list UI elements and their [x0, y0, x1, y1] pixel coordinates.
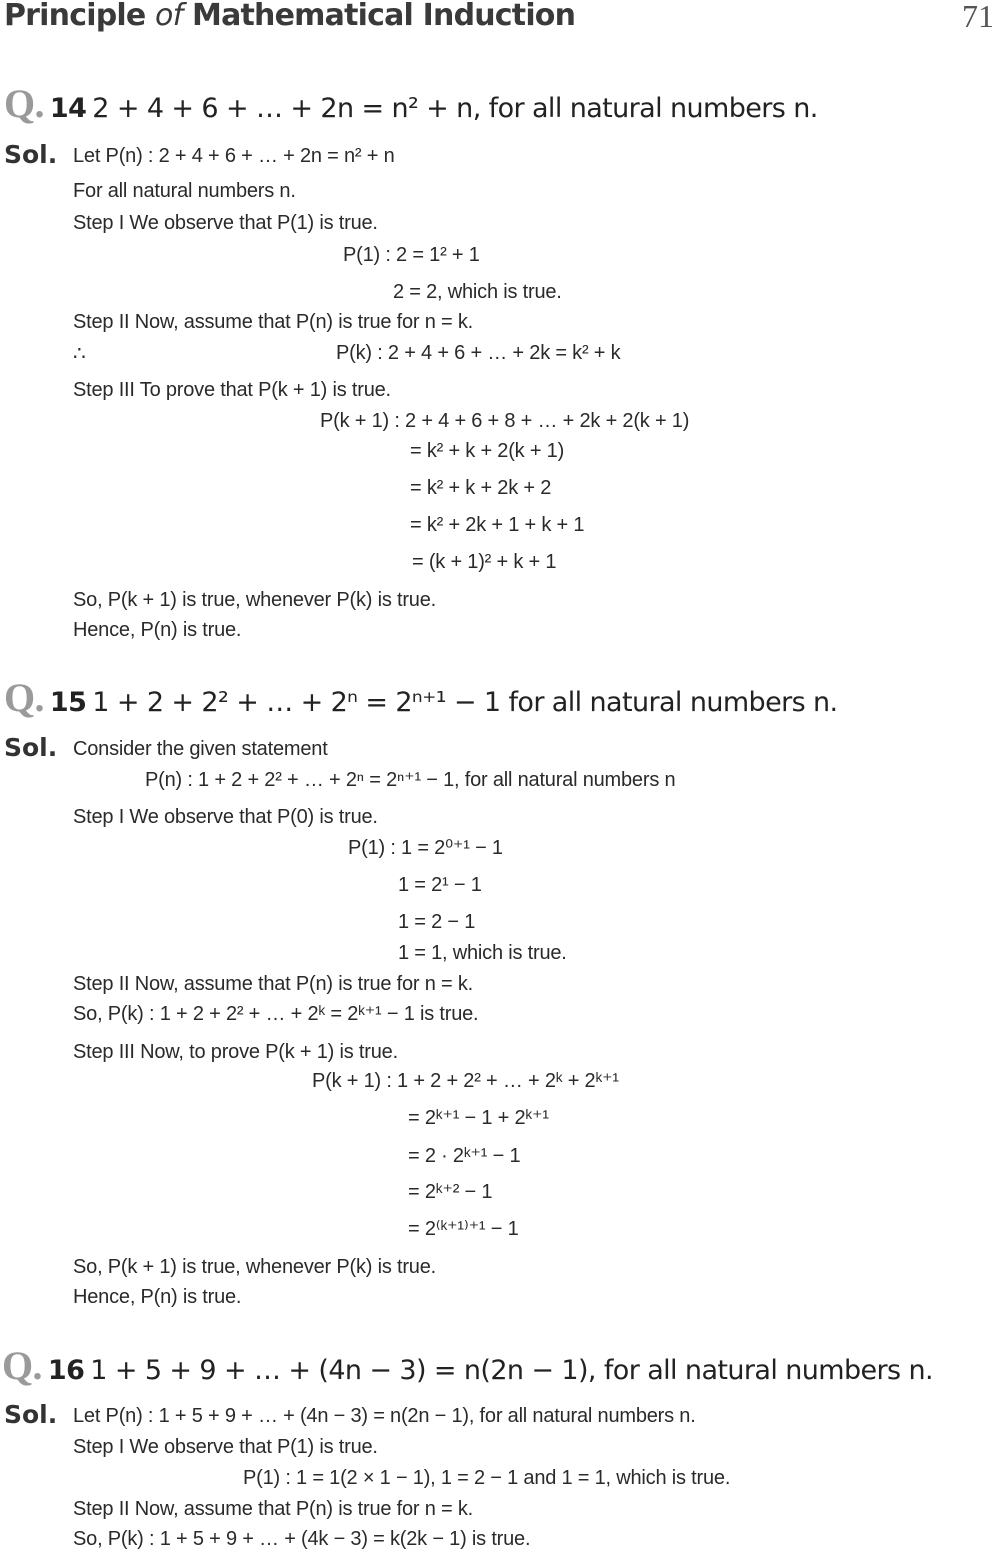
solution-line: Hence, P(n) is true.	[73, 619, 242, 641]
solution-line: = 2⁽ᵏ⁺¹⁾⁺¹ − 1	[408, 1218, 519, 1240]
solution-line: Step III Now, to prove P(k + 1) is true.	[73, 1041, 398, 1063]
solution-line: Step I We observe that P(1) is true.	[73, 1436, 378, 1458]
solution-line: Step I We observe that P(1) is true.	[73, 212, 378, 234]
question-16	[2, 1342, 933, 1389]
solution-line: Step II Now, assume that P(n) is true for n = k.	[73, 1498, 474, 1520]
solution-line: = k² + k + 2(k + 1)	[410, 440, 565, 462]
solution-line: P(k + 1) : 1 + 2 + 2² + … + 2ᵏ + 2ᵏ⁺¹	[312, 1070, 619, 1092]
question-15	[4, 674, 838, 721]
title-part: Mathematical Induction	[182, 0, 576, 33]
solution-label: Sol.	[4, 1400, 58, 1429]
solution-line: = k² + 2k + 1 + k + 1	[410, 514, 585, 536]
solution-line: P(1) : 1 = 2⁰⁺¹ − 1	[348, 837, 503, 859]
chapter-title	[4, 0, 575, 33]
solution-line: Consider the given statement	[73, 738, 328, 760]
title-part: Principle	[4, 0, 156, 33]
solution-line: For all natural numbers n.	[73, 180, 296, 202]
solution-line: Let P(n) : 1 + 5 + 9 + … + (4n − 3) = n(2n − 1), for all natural numbers n.	[73, 1405, 696, 1427]
solution-line: P(1) : 2 = 1² + 1	[343, 244, 480, 266]
question-statement: 1 + 5 + 9 + … + (4n − 3) = n(2n − 1), for all natural numbers n.	[90, 1355, 933, 1386]
solution-line: P(k + 1) : 2 + 4 + 6 + 8 + … + 2k + 2(k + 1)	[320, 410, 690, 432]
question-marker: Q.	[4, 81, 44, 126]
solution-line: = 2ᵏ⁺² − 1	[408, 1181, 493, 1203]
solution-line: So, P(k + 1) is true, whenever P(k) is true.	[73, 1256, 436, 1278]
page-number: 71	[962, 0, 994, 34]
solution-line: = k² + k + 2k + 2	[410, 477, 552, 499]
solution-line: Let P(n) : 2 + 4 + 6 + … + 2n = n² + n	[73, 145, 395, 167]
solution-line: P(1) : 1 = 1(2 × 1 − 1), 1 = 2 − 1 and 1 = 1, which is true.	[243, 1467, 731, 1489]
solution-line: So, P(k) : 1 + 2 + 2² + … + 2ᵏ = 2ᵏ⁺¹ − 1 is true.	[73, 1003, 479, 1025]
question-marker: Q.	[2, 1343, 42, 1388]
solution-line: Step II Now, assume that P(n) is true for n = k.	[73, 311, 474, 333]
solution-line: Step III To prove that P(k + 1) is true.	[73, 379, 391, 401]
question-14	[4, 80, 818, 127]
solution-line: 1 = 1, which is true.	[398, 942, 567, 964]
solution-line: Step II Now, assume that P(n) is true for n = k.	[73, 973, 474, 995]
solution-line: 1 = 2 − 1	[398, 911, 476, 933]
solution-label: Sol.	[4, 733, 58, 762]
solution-line: 1 = 2¹ − 1	[398, 874, 482, 896]
question-statement: 1 + 2 + 2² + … + 2ⁿ = 2ⁿ⁺¹ − 1 for all natural numbers n.	[92, 687, 838, 718]
solution-line: = (k + 1)² + k + 1	[412, 551, 557, 573]
solution-label: Sol.	[4, 140, 58, 169]
solution-line: P(n) : 1 + 2 + 2² + … + 2ⁿ = 2ⁿ⁺¹ − 1, for all natural numbers n	[145, 769, 676, 791]
solution-line: So, P(k) : 1 + 5 + 9 + … + (4k − 3) = k(2k − 1) is true.	[73, 1528, 531, 1550]
therefore-symbol: ∴	[73, 343, 86, 365]
solution-line: Step I We observe that P(0) is true.	[73, 806, 378, 828]
solution-line: So, P(k + 1) is true, whenever P(k) is true.	[73, 589, 436, 611]
question-number: 16	[47, 1355, 85, 1386]
question-number: 15	[49, 687, 87, 718]
solution-line: P(k) : 2 + 4 + 6 + … + 2k = k² + k	[336, 342, 621, 364]
solution-line: 2 = 2, which is true.	[393, 281, 562, 303]
question-statement: 2 + 4 + 6 + … + 2n = n² + n, for all natural numbers n.	[92, 93, 818, 124]
title-part: of	[155, 0, 183, 33]
question-marker: Q.	[4, 675, 44, 720]
solution-line: = 2 · 2ᵏ⁺¹ − 1	[408, 1145, 521, 1167]
solution-line: Hence, P(n) is true.	[73, 1286, 242, 1308]
solution-line: = 2ᵏ⁺¹ − 1 + 2ᵏ⁺¹	[408, 1107, 549, 1129]
question-number: 14	[49, 93, 87, 124]
